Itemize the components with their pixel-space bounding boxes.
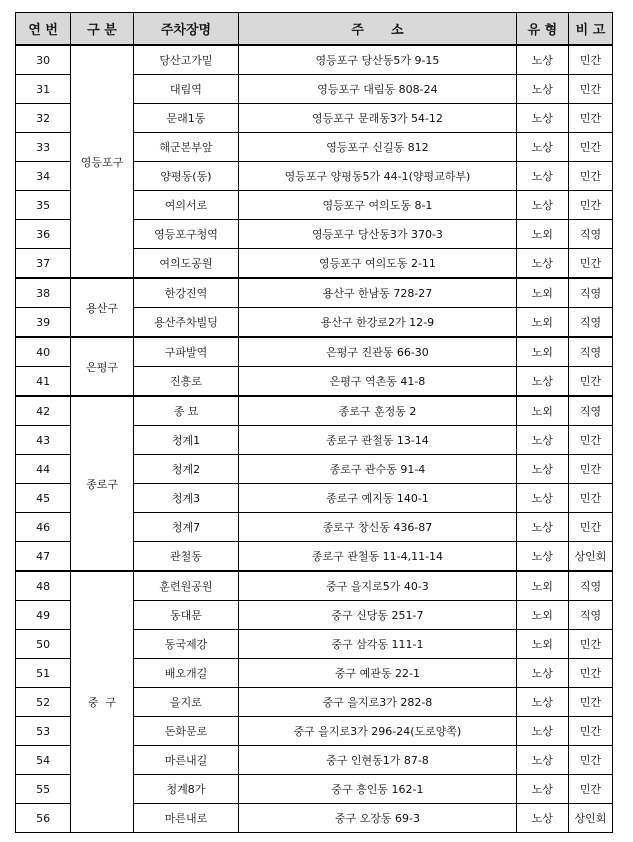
address: 영등포구 당산동5가 9-15 bbox=[239, 45, 517, 75]
district-cell: 영등포구 bbox=[71, 45, 133, 278]
address: 중구 을지로5가 40-3 bbox=[239, 571, 517, 601]
note: 민간 bbox=[568, 249, 612, 279]
parking-type: 노상 bbox=[516, 513, 568, 542]
row-number: 56 bbox=[16, 804, 71, 833]
row-number: 39 bbox=[16, 308, 71, 338]
address: 종로구 예지동 140-1 bbox=[239, 484, 517, 513]
parking-name: 배오개길 bbox=[133, 659, 238, 688]
note: 민간 bbox=[568, 426, 612, 455]
row-number: 47 bbox=[16, 542, 71, 572]
parking-type: 노상 bbox=[516, 484, 568, 513]
note: 민간 bbox=[568, 75, 612, 104]
row-number: 51 bbox=[16, 659, 71, 688]
parking-name: 을지로 bbox=[133, 688, 238, 717]
row-number: 45 bbox=[16, 484, 71, 513]
parking-name: 청계7 bbox=[133, 513, 238, 542]
table-header bbox=[16, 13, 613, 46]
parking-name: 훈련원공원 bbox=[133, 571, 238, 601]
parking-type: 노상 bbox=[516, 133, 568, 162]
row-number: 53 bbox=[16, 717, 71, 746]
row-number: 30 bbox=[16, 45, 71, 75]
parking-type: 노외 bbox=[516, 571, 568, 601]
address: 용산구 한강로2가 12-9 bbox=[239, 308, 517, 338]
address: 영등포구 양평동5가 44-1(양평교하부) bbox=[239, 162, 517, 191]
parking-type: 노상 bbox=[516, 75, 568, 104]
header-address: 주 소 bbox=[239, 13, 517, 46]
row-number: 37 bbox=[16, 249, 71, 279]
note: 민간 bbox=[568, 513, 612, 542]
row-number: 49 bbox=[16, 601, 71, 630]
parking-name: 청계3 bbox=[133, 484, 238, 513]
parking-name: 동대문 bbox=[133, 601, 238, 630]
address: 용산구 한남동 728-27 bbox=[239, 278, 517, 308]
note: 민간 bbox=[568, 45, 612, 75]
header-type: 유 형 bbox=[516, 13, 568, 46]
parking-name: 해군본부앞 bbox=[133, 133, 238, 162]
parking-type: 노외 bbox=[516, 308, 568, 338]
parking-name: 문래1동 bbox=[133, 104, 238, 133]
address: 은평구 역촌동 41-8 bbox=[239, 367, 517, 397]
parking-type: 노상 bbox=[516, 191, 568, 220]
address: 종로구 창신동 436-87 bbox=[239, 513, 517, 542]
parking-name: 진흥로 bbox=[133, 367, 238, 397]
header-row bbox=[16, 13, 613, 46]
parking-name: 여의서로 bbox=[133, 191, 238, 220]
parking-type: 노상 bbox=[516, 659, 568, 688]
parking-type: 노상 bbox=[516, 426, 568, 455]
parking-name: 청계1 bbox=[133, 426, 238, 455]
address: 중구 인현동1가 87-8 bbox=[239, 746, 517, 775]
parking-type: 노상 bbox=[516, 746, 568, 775]
row-number: 50 bbox=[16, 630, 71, 659]
row-number: 54 bbox=[16, 746, 71, 775]
table-row bbox=[16, 278, 613, 308]
row-number: 33 bbox=[16, 133, 71, 162]
address: 중구 을지로3가 296-24(도로양쪽) bbox=[239, 717, 517, 746]
address: 영등포구 여의도동 2-11 bbox=[239, 249, 517, 279]
parking-type: 노상 bbox=[516, 775, 568, 804]
parking-type: 노외 bbox=[516, 278, 568, 308]
table-row bbox=[16, 45, 613, 75]
address: 중구 신당동 251-7 bbox=[239, 601, 517, 630]
parking-name: 당산고가밑 bbox=[133, 45, 238, 75]
row-number: 55 bbox=[16, 775, 71, 804]
parking-name: 영등포구청역 bbox=[133, 220, 238, 249]
parking-name: 청계2 bbox=[133, 455, 238, 484]
parking-type: 노상 bbox=[516, 249, 568, 279]
district-cell: 은평구 bbox=[71, 337, 133, 396]
parking-type: 노상 bbox=[516, 455, 568, 484]
row-number: 44 bbox=[16, 455, 71, 484]
parking-name: 종 묘 bbox=[133, 396, 238, 426]
parking-type: 노상 bbox=[516, 162, 568, 191]
parking-name: 대림역 bbox=[133, 75, 238, 104]
address: 종로구 관수동 91-4 bbox=[239, 455, 517, 484]
header-no: 연 번 bbox=[16, 13, 71, 46]
address: 중구 을지로3가 282-8 bbox=[239, 688, 517, 717]
table-row bbox=[16, 571, 613, 601]
parking-name: 마른내길 bbox=[133, 746, 238, 775]
table-row bbox=[16, 396, 613, 426]
parking-name: 돈화문로 bbox=[133, 717, 238, 746]
row-number: 35 bbox=[16, 191, 71, 220]
row-number: 43 bbox=[16, 426, 71, 455]
parking-type: 노상 bbox=[516, 104, 568, 133]
parking-type: 노외 bbox=[516, 396, 568, 426]
row-number: 38 bbox=[16, 278, 71, 308]
address: 종로구 훈정동 2 bbox=[239, 396, 517, 426]
address: 중구 오장동 69-3 bbox=[239, 804, 517, 833]
parking-name: 용산주차빌딩 bbox=[133, 308, 238, 338]
district-cell: 종로구 bbox=[71, 396, 133, 571]
address: 중구 삼각동 111-1 bbox=[239, 630, 517, 659]
note: 민간 bbox=[568, 191, 612, 220]
parking-type: 노상 bbox=[516, 542, 568, 572]
row-number: 41 bbox=[16, 367, 71, 397]
address: 영등포구 대림동 808-24 bbox=[239, 75, 517, 104]
parking-type: 노외 bbox=[516, 220, 568, 249]
district-cell: 용산구 bbox=[71, 278, 133, 337]
address: 종로구 관철동 13-14 bbox=[239, 426, 517, 455]
row-number: 31 bbox=[16, 75, 71, 104]
parking-name: 구파발역 bbox=[133, 337, 238, 367]
row-number: 46 bbox=[16, 513, 71, 542]
note: 직영 bbox=[568, 571, 612, 601]
row-number: 40 bbox=[16, 337, 71, 367]
note: 직영 bbox=[568, 396, 612, 426]
address: 영등포구 문래동3가 54-12 bbox=[239, 104, 517, 133]
parking-name: 관철동 bbox=[133, 542, 238, 572]
header-name: 주차장명 bbox=[133, 13, 238, 46]
parking-type: 노외 bbox=[516, 337, 568, 367]
parking-name: 여의도공원 bbox=[133, 249, 238, 279]
row-number: 36 bbox=[16, 220, 71, 249]
header-note: 비 고 bbox=[568, 13, 612, 46]
note: 민간 bbox=[568, 455, 612, 484]
address: 중구 예관동 22-1 bbox=[239, 659, 517, 688]
row-number: 34 bbox=[16, 162, 71, 191]
note: 민간 bbox=[568, 133, 612, 162]
parking-name: 마른내로 bbox=[133, 804, 238, 833]
note: 직영 bbox=[568, 278, 612, 308]
note: 민간 bbox=[568, 775, 612, 804]
parking-type: 노외 bbox=[516, 601, 568, 630]
note: 민간 bbox=[568, 630, 612, 659]
parking-type: 노상 bbox=[516, 688, 568, 717]
note: 민간 bbox=[568, 688, 612, 717]
address: 영등포구 당산동3가 370-3 bbox=[239, 220, 517, 249]
note: 직영 bbox=[568, 601, 612, 630]
note: 민간 bbox=[568, 659, 612, 688]
note: 민간 bbox=[568, 746, 612, 775]
table-row bbox=[16, 337, 613, 367]
note: 민간 bbox=[568, 162, 612, 191]
parking-name: 한강진역 bbox=[133, 278, 238, 308]
parking-type: 노상 bbox=[516, 367, 568, 397]
parking-type: 노상 bbox=[516, 804, 568, 833]
note: 민간 bbox=[568, 484, 612, 513]
parking-type: 노외 bbox=[516, 630, 568, 659]
parking-type: 노상 bbox=[516, 45, 568, 75]
table-body bbox=[16, 45, 613, 833]
address: 영등포구 여의도동 8-1 bbox=[239, 191, 517, 220]
address: 중구 흥인동 162-1 bbox=[239, 775, 517, 804]
parking-name: 양평동(동) bbox=[133, 162, 238, 191]
row-number: 32 bbox=[16, 104, 71, 133]
parking-lot-table bbox=[15, 12, 613, 833]
address: 종로구 관철동 11-4,11-14 bbox=[239, 542, 517, 572]
address: 영등포구 신길동 812 bbox=[239, 133, 517, 162]
row-number: 42 bbox=[16, 396, 71, 426]
note: 민간 bbox=[568, 104, 612, 133]
note: 직영 bbox=[568, 220, 612, 249]
note: 상인회 bbox=[568, 804, 612, 833]
note: 직영 bbox=[568, 308, 612, 338]
district-cell: 중 구 bbox=[71, 571, 133, 833]
row-number: 52 bbox=[16, 688, 71, 717]
note: 민간 bbox=[568, 367, 612, 397]
parking-type: 노상 bbox=[516, 717, 568, 746]
address: 은평구 진관동 66-30 bbox=[239, 337, 517, 367]
note: 직영 bbox=[568, 337, 612, 367]
note: 상인회 bbox=[568, 542, 612, 572]
row-number: 48 bbox=[16, 571, 71, 601]
note: 민간 bbox=[568, 717, 612, 746]
header-district: 구 분 bbox=[71, 13, 133, 46]
parking-name: 동국제강 bbox=[133, 630, 238, 659]
parking-name: 청계8가 bbox=[133, 775, 238, 804]
